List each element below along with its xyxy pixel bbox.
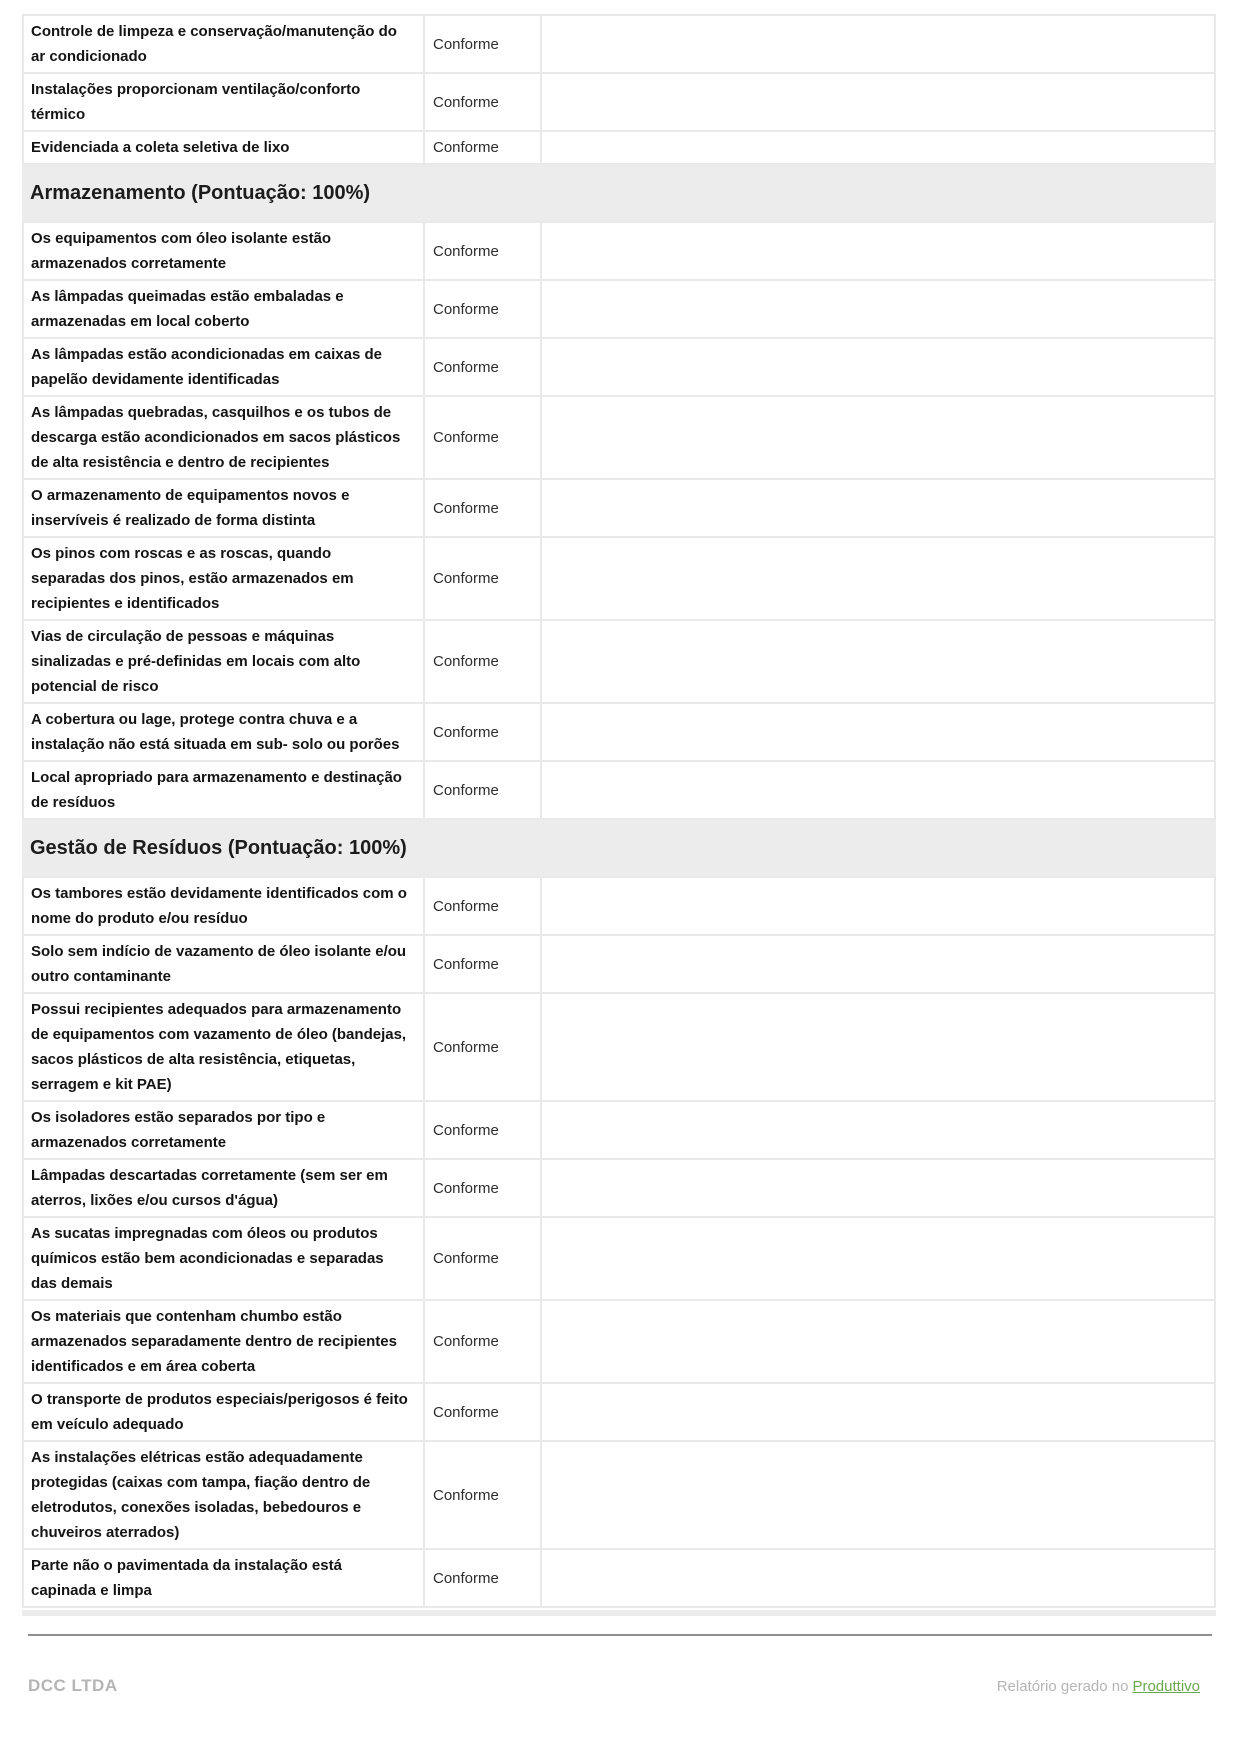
- notes-cell: [541, 1383, 1215, 1441]
- checklist-row: [23, 877, 1215, 935]
- checklist-row: [23, 935, 1215, 993]
- notes-cell: [541, 620, 1215, 703]
- checklist-row: [23, 73, 1215, 131]
- checklist-row: [23, 703, 1215, 761]
- item-text: Possui recipientes adequados para armazenamento de equipamentos com vazamento de óleo (bandejas, sacos plásticos de alta resistência, etiquetas, serragem e kit PAE): [23, 993, 424, 1101]
- status-value: Conforme: [424, 993, 541, 1101]
- status-value: Conforme: [424, 620, 541, 703]
- status-value: Conforme: [424, 877, 541, 935]
- item-text: As lâmpadas quebradas, casquilhos e os tubos de descarga estão acondicionados em sacos plásticos de alta resistência e dentro de recipientes: [23, 396, 424, 479]
- checklist-row: [23, 1549, 1215, 1607]
- status-value: Conforme: [424, 479, 541, 537]
- notes-cell: [541, 1300, 1215, 1383]
- notes-cell: [541, 877, 1215, 935]
- checklist-table: [22, 14, 1216, 165]
- status-value: Conforme: [424, 1217, 541, 1300]
- item-text: Os equipamentos com óleo isolante estão armazenados corretamente: [23, 222, 424, 280]
- status-value: Conforme: [424, 280, 541, 338]
- notes-cell: [541, 1441, 1215, 1549]
- item-text: Os pinos com roscas e as roscas, quando separadas dos pinos, estão armazenados em recipientes e identificados: [23, 537, 424, 620]
- notes-cell: [541, 280, 1215, 338]
- checklist-row: [23, 1441, 1215, 1549]
- item-text: Os isoladores estão separados por tipo e armazenados corretamente: [23, 1101, 424, 1159]
- notes-cell: [541, 15, 1215, 73]
- footer-generated-text: Relatório gerado no: [996, 1678, 1129, 1695]
- status-value: Conforme: [424, 537, 541, 620]
- checklist-row: [23, 222, 1215, 280]
- checklist-row: [23, 993, 1215, 1101]
- item-text: As instalações elétricas estão adequadamente protegidas (caixas com tampa, fiação dentro de eletrodutos, conexões isoladas, bebedouros e chuveiros aterrados): [23, 1441, 424, 1549]
- item-text: Instalações proporcionam ventilação/conforto térmico: [23, 73, 424, 131]
- notes-cell: [541, 703, 1215, 761]
- status-value: Conforme: [424, 1101, 541, 1159]
- checklist-row: [23, 620, 1215, 703]
- status-value: Conforme: [424, 1549, 541, 1607]
- checklist-row: [23, 280, 1215, 338]
- notes-cell: [541, 993, 1215, 1101]
- item-text: Solo sem indício de vazamento de óleo isolante e/ou outro contaminante: [23, 935, 424, 993]
- item-text: As sucatas impregnadas com óleos ou produtos químicos estão bem acondicionadas e separadas das demais: [23, 1217, 424, 1300]
- checklist-row: [23, 396, 1215, 479]
- status-value: Conforme: [424, 1383, 541, 1441]
- status-value: Conforme: [424, 1159, 541, 1217]
- item-text: A cobertura ou lage, protege contra chuva e a instalação não está situada em sub- solo ou porões: [23, 703, 424, 761]
- notes-cell: [541, 396, 1215, 479]
- notes-cell: [541, 1217, 1215, 1300]
- notes-cell: [541, 479, 1215, 537]
- notes-cell: [541, 1549, 1215, 1607]
- item-text: Lâmpadas descartadas corretamente (sem ser em aterros, lixões e/ou cursos d'água): [23, 1159, 424, 1217]
- checklist-row: [23, 15, 1215, 73]
- item-text: O transporte de produtos especiais/perigosos é feito em veículo adequado: [23, 1383, 424, 1441]
- notes-cell: [541, 1159, 1215, 1217]
- footer-divider: [28, 1634, 1212, 1636]
- checklist-row: [23, 1217, 1215, 1300]
- section-header: Armazenamento (Pontuação: 100%): [22, 165, 1216, 221]
- status-value: Conforme: [424, 761, 541, 819]
- status-value: Conforme: [424, 73, 541, 131]
- checklist-row: [23, 338, 1215, 396]
- status-value: Conforme: [424, 1441, 541, 1549]
- item-text: Vias de circulação de pessoas e máquinas sinalizadas e pré-definidas em locais com alto potencial de risco: [23, 620, 424, 703]
- checklist-row: [23, 1159, 1215, 1217]
- notes-cell: [541, 222, 1215, 280]
- footer-row: [0, 1676, 1240, 1696]
- status-value: Conforme: [424, 338, 541, 396]
- item-text: Controle de limpeza e conservação/manutenção do ar condicionado: [23, 15, 424, 73]
- status-value: Conforme: [424, 396, 541, 479]
- checklist-row: [23, 1101, 1215, 1159]
- checklist-row: [23, 479, 1215, 537]
- item-text: As lâmpadas estão acondicionadas em caixas de papelão devidamente identificadas: [23, 338, 424, 396]
- checklist-table: [22, 876, 1216, 1608]
- status-value: Conforme: [424, 222, 541, 280]
- item-text: As lâmpadas queimadas estão embaladas e armazenadas em local coberto: [23, 280, 424, 338]
- status-value: Conforme: [424, 703, 541, 761]
- notes-cell: [541, 131, 1215, 164]
- status-value: Conforme: [424, 1300, 541, 1383]
- notes-cell: [541, 935, 1215, 993]
- checklist-row: [23, 131, 1215, 164]
- section-header: Gestão de Resíduos (Pontuação: 100%): [22, 820, 1216, 876]
- item-text: O armazenamento de equipamentos novos e inservíveis é realizado de forma distinta: [23, 479, 424, 537]
- item-text: Parte não o pavimentada da instalação está capinada e limpa: [23, 1549, 424, 1607]
- item-text: Os materiais que contenham chumbo estão armazenados separadamente dentro de recipientes identificados e em área coberta: [23, 1300, 424, 1383]
- checklist-row: [23, 537, 1215, 620]
- checklist-row: [23, 1300, 1215, 1383]
- notes-cell: [541, 1101, 1215, 1159]
- footer-generated: [997, 1678, 1200, 1695]
- notes-cell: [541, 761, 1215, 819]
- checklist-row: [23, 1383, 1215, 1441]
- notes-cell: [541, 537, 1215, 620]
- footer-company: DCC LTDA: [28, 1676, 118, 1695]
- footer: [0, 1634, 1240, 1696]
- checklist-table: [22, 221, 1216, 820]
- item-text: Evidenciada a coleta seletiva de lixo: [23, 131, 424, 164]
- checklist-row: [23, 761, 1215, 819]
- status-value: Conforme: [424, 935, 541, 993]
- produttivo-link[interactable]: Produttivo: [1132, 1678, 1200, 1695]
- status-value: Conforme: [424, 15, 541, 73]
- next-section-strip: [22, 1610, 1216, 1616]
- item-text: Local apropriado para armazenamento e destinação de resíduos: [23, 761, 424, 819]
- status-value: Conforme: [424, 131, 541, 164]
- item-text: Os tambores estão devidamente identificados com o nome do produto e/ou resíduo: [23, 877, 424, 935]
- notes-cell: [541, 73, 1215, 131]
- notes-cell: [541, 338, 1215, 396]
